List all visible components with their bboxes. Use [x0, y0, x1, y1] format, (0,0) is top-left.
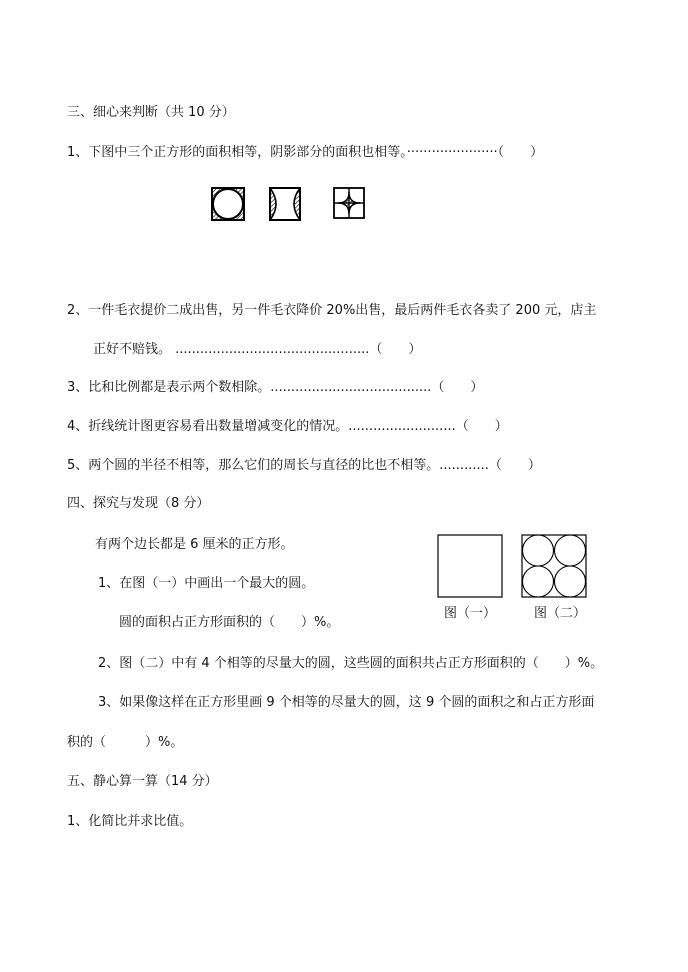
question-3-1: 1、下图中三个正方形的面积相等，阴影部分的面积也相等。······················（ ）: [67, 145, 544, 160]
section-4-part-2: 2、图（二）中有 4 个相等的尽量大的圆，这些圆的面积共占正方形面积的（ ）%。: [98, 656, 604, 671]
question-3-4: 4、折线统计图更容易看出数量增减变化的情况。..........................（ ）: [67, 419, 508, 434]
section-4-part-3-line1: 3、如果像这样在正方形里画 9 个相等的尽量大的圆，这 9 个圆的面积之和占正方形面: [98, 695, 595, 710]
square-side-arcs-figure: [266, 186, 304, 222]
question-3-5: 5、两个圆的半径不相等，那么它们的周长与直径的比也不相等。............（ ）: [67, 458, 541, 473]
section-3-heading: 三、细心来判断（共 10 分）: [67, 105, 235, 120]
section-4-part-3-line2: 积的（ ）%。: [67, 735, 184, 750]
section-5-heading: 五、静心算一算（14 分）: [67, 774, 218, 789]
figure-2-caption: 图（二）: [534, 606, 587, 621]
section-4-intro: 有两个边长都是 6 厘米的正方形。: [95, 537, 294, 552]
question-3-2-line1: 2、一件毛衣提价二成出售，另一件毛衣降价 20%出售，最后两件毛衣各卖了 200 元，店主: [67, 303, 597, 318]
section-4-part-1-answer: 圆的面积占正方形面积的（ ）%。: [119, 615, 340, 630]
square-circle-figure: [210, 186, 246, 222]
question-3-2-line2: 正好不赔钱。 ...............................................（ ）: [93, 342, 422, 357]
figure-1-square: [437, 534, 503, 598]
figure-2-square-four-circles: [521, 534, 587, 598]
figure-1-caption: 图（一）: [444, 606, 497, 621]
question-5-1: 1、化简比并求比值。: [67, 814, 193, 829]
square-corner-arcs-figure: [330, 184, 370, 222]
section-4-heading: 四、探究与发现（8 分）: [67, 496, 210, 511]
section-4-part-1: 1、在图（一）中画出一个最大的圆。: [98, 576, 315, 591]
question-3-3: 3、比和比例都是表示两个数相除。.......................................（ ）: [67, 380, 484, 395]
